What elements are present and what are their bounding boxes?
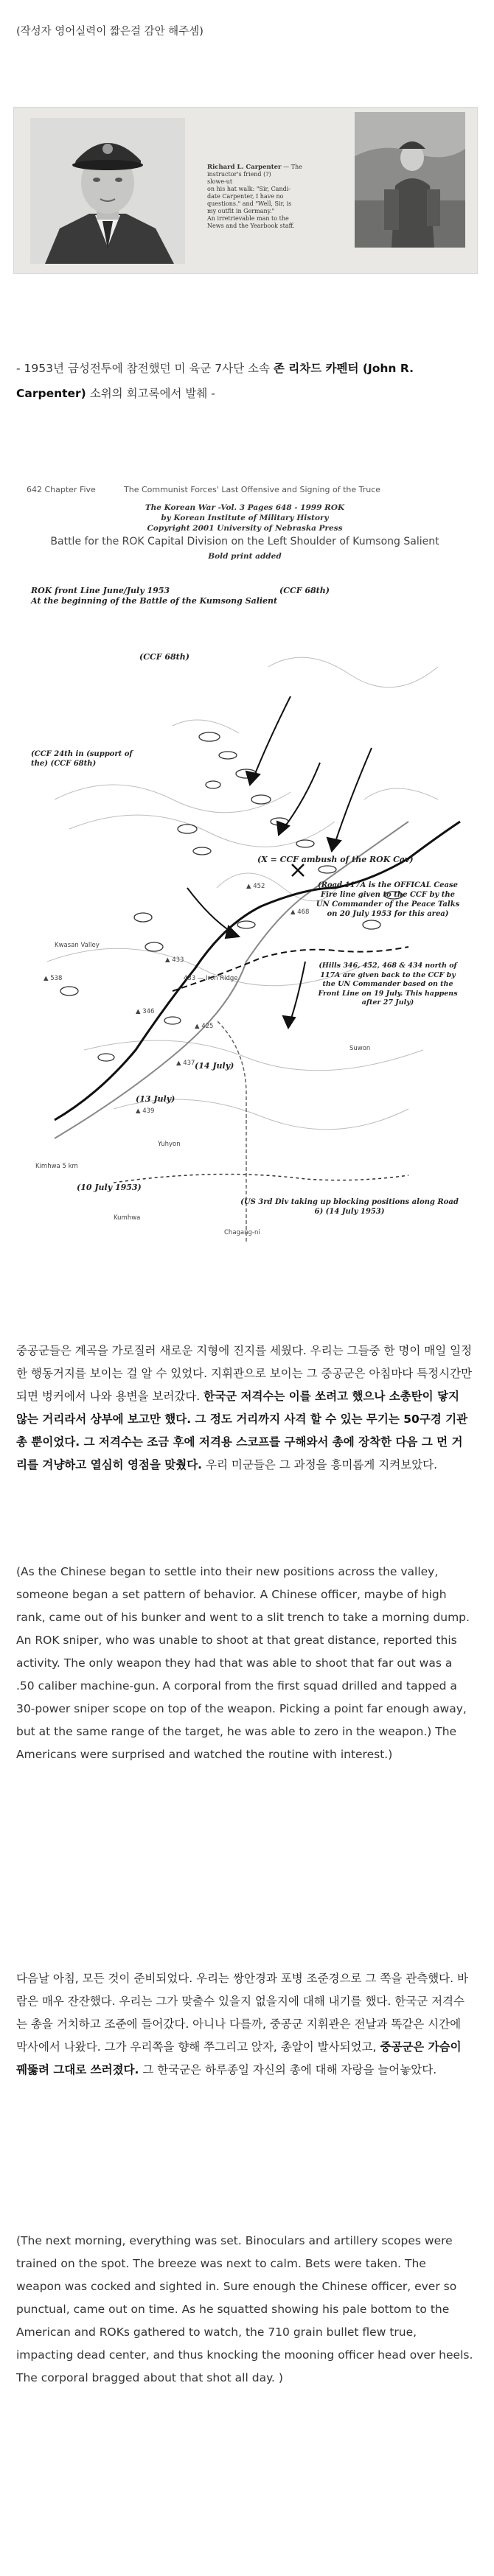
map-height-538: ▲ 538 — [44, 975, 63, 982]
ko1-tail: 우리 미군들은 그 과정을 흥미롭게 지켜보았다. — [206, 1458, 438, 1471]
book-bold-note: Bold print added — [208, 552, 282, 561]
caption-line: questions." and "Well, Sir, is — [207, 200, 292, 207]
caption-line: instructor's friend (?) — [207, 171, 271, 178]
korean-paragraph-2 — [16, 1967, 473, 2082]
book-subtitle: Battle for the ROK Capital Division on the Left Shoulder of Kumsong Salient — [50, 536, 439, 547]
map-height-346: ▲ 346 — [136, 1008, 155, 1015]
map-label-chagang: Chagang-ni — [224, 1229, 260, 1236]
map-height-433: ▲ 433 — [165, 956, 184, 964]
en1-part-a: (As the Chinese began to settle into their new positions across the valley, someone began a set pattern of behavior. A Chinese officer, maybe of high rank, came out of his bunker and went to a slit trench to take a morning dump. — [16, 1565, 470, 1624]
en1-part-b: An ROK sniper, who was unable to shoot at that great distance, reported this activity. The only weapon they had that was able to shoot that far out was a .50 caliber machine-gun. A corporal from the first squad drilled and tapped a 30-power sniper scope on top of the weapon. Picking a point far enough away, but at the same range of the target, he was able to zero in the weapon.) — [16, 1634, 467, 1738]
photo-caption — [207, 164, 318, 230]
portrait-photo — [30, 118, 185, 264]
map-height-468: ▲ 468 — [291, 909, 310, 916]
english-paragraph-2: (The next morning, everything was set. Binoculars and artillery scopes were trained on the spot. The breeze was next to calm. Bets were taken. The weapon was cocked and sighted in. Sure enough the Chinese officer, ever so punctual, came out on time. As he squatted showing his pale bottom to the American and ROKs gathered to watch, the 710 grain bullet flew true, impacting dead center, and thus knocking the mooning officer head over heels. The corporal bragged about that shot all day. ) — [16, 2234, 473, 2384]
author-note: (작성자 영어실력이 짧은걸 감안 해주셈) — [16, 26, 203, 38]
map-label-hills-box — [314, 962, 462, 1028]
map-place-suwon: Suwon — [349, 1045, 371, 1052]
ko1-text: 중공군들은 계곡을 가로질러 새로운 지형에 진지를 세웠다. 우리는 그들중 한 명이 매일 일정한 행동거지를 보이는 걸 알 수 있었다. 지휘관으로 보이는 그 중공군은 아침마다 특정시간만 되면 벙커에서 나와 용변을 보러갔다. — [16, 1344, 473, 1403]
map-place-yuhyon: Yuhyon — [158, 1141, 181, 1148]
ko2-bold: 중공군은 가슴이 꿰뚫려 그대로 쓰러졌다. — [16, 2040, 462, 2076]
ko2-text: 다음날 아침, 모든 것이 준비되었다. 우리는 쌍안경과 포병 조준경으로 그 쪽을 관측했다. 바람은 매우 잔잔했다. 우리는 그가 맞출수 있을지 없을지에 대해 내기를 했다. 한국군 저격수는 총을 거치하고 조준에 들어갔다. 아니나 다를까, 중공군 지휘관은 전날과 똑같은 시간에 막사에서 나왔다. 그가 우리쪽을 향해 쭈그리고 앉자, 총알이 발사되었고, — [16, 1972, 468, 2054]
map-height-452: ▲ 452 — [246, 883, 265, 890]
map-place-kumhwa: Kumhwa — [114, 1214, 141, 1222]
map-label-ccf-ambush: (X = CCF ambush of the ROK Cav) — [257, 855, 414, 864]
caption-line: on his hat walk: "Sir, Candi- — [207, 186, 291, 192]
yearbook-photo-panel — [13, 107, 478, 274]
map-label-road117-box — [314, 881, 462, 954]
caption-line: slowe-ut — [207, 178, 233, 185]
source-author: 존 리차드 카펜터 (John R. Carpenter) — [16, 362, 414, 400]
source-prefix: - 1953년 금성전투에 참전했던 미 육군 7사단 소속 — [16, 362, 270, 375]
map-label-us3rd: (US 3rd Div taking up blocking positions along Road 6) (14 July 1953) — [240, 1198, 459, 1216]
map-label-us3rd-box — [239, 1197, 460, 1227]
map-height-425: ▲ 425 — [195, 1023, 214, 1030]
english-paragraph-1 — [16, 1561, 473, 1766]
map-label-kimhwa: Kimhwa 5 km — [35, 1163, 78, 1170]
book-title-line: Copyright 2001 University of Nebraska Press — [147, 524, 343, 533]
book-page-scan — [13, 464, 476, 1284]
map-height-439: ▲ 439 — [136, 1107, 155, 1115]
map-label-ccf24: (CCF 24th in (support of the) (CCF 68th) — [31, 750, 133, 768]
map-label-rok-front: ROK front Line June/July 1953 — [31, 586, 170, 595]
en1-part-c: The Americans were surprised and watched the routine with interest.) — [16, 1725, 457, 1761]
map-label-ccf68: (CCF 68th) — [139, 652, 189, 662]
ko1-bold: 한국군 저격수는 이를 쏘려고 했으나 소총탄이 닿지 않는 거리라서 상부에 보고만 했다. 그 정도 거리까지 사격 할 수 있는 무기는 50구경 기관총 뿐이었다. 그 저격수는 조금 후에 저격용 스코프를 구해와서 총에 장착한 다음 그 먼 거리를 겨냥하고 열심히 영점을 맞췄다. — [16, 1390, 468, 1471]
map-place-kwasan: Kwasan Valley — [55, 942, 100, 949]
source-suffix: 소위의 회고록에서 발췌 - — [89, 387, 215, 400]
battle-map — [25, 578, 465, 1242]
map-label-road117: (Road 117A is the OFFICAL Cease Fire line given to the CCF by the UN Commander of the Peace Talks on 20 July 1953 for this area) — [316, 881, 460, 918]
map-label-10july: (10 July 1953) — [77, 1183, 142, 1192]
book-title-line: The Korean War -Vol. 3 Pages 648 - 1999 ROK — [145, 503, 345, 512]
caption-line: — The — [283, 164, 302, 170]
ko2-tail: 그 한국군은 하루종일 자신의 총에 대해 자랑을 늘어놓았다. — [142, 2063, 437, 2076]
korean-paragraph-1 — [16, 1340, 473, 1477]
map-label-13july: (13 July) — [136, 1094, 175, 1104]
book-title-line: by Korean Institute of Military History — [161, 514, 329, 522]
caption-line: News and the Yearbook staff. — [207, 223, 295, 229]
map-height-437: ▲ 437 — [176, 1060, 195, 1067]
map-label-14july: (14 July) — [195, 1061, 234, 1071]
caption-line: An irretrievable man to the — [207, 215, 289, 222]
field-soldier-photo — [355, 112, 465, 248]
map-label-rok-front-2: At the beginning of the Battle of the Kumsong Salient — [31, 596, 278, 606]
caption-name: Richard L. Carpenter — [207, 164, 282, 171]
map-label-ccf24-box — [31, 749, 134, 794]
map-label-ccf68-top: (CCF 68th) — [279, 586, 330, 595]
map-label-hills: (Hills 346, 452, 468 & 434 north of 117A are given back to the CCF by the UN Commander based on the Front Line on 19 July. This happens after 27 July) — [318, 962, 458, 1007]
source-citation — [16, 356, 473, 406]
book-chapter: 642 Chapter Five — [27, 485, 96, 494]
map-label-iron-ridge: 433 — Iron Ridge — [184, 975, 238, 982]
book-running-title: The Communist Forces' Last Offensive and Signing of the Truce — [124, 485, 381, 494]
caption-line: date Carpenter, I have no — [207, 193, 284, 200]
caption-line: my outfit in Germany." — [207, 208, 275, 214]
